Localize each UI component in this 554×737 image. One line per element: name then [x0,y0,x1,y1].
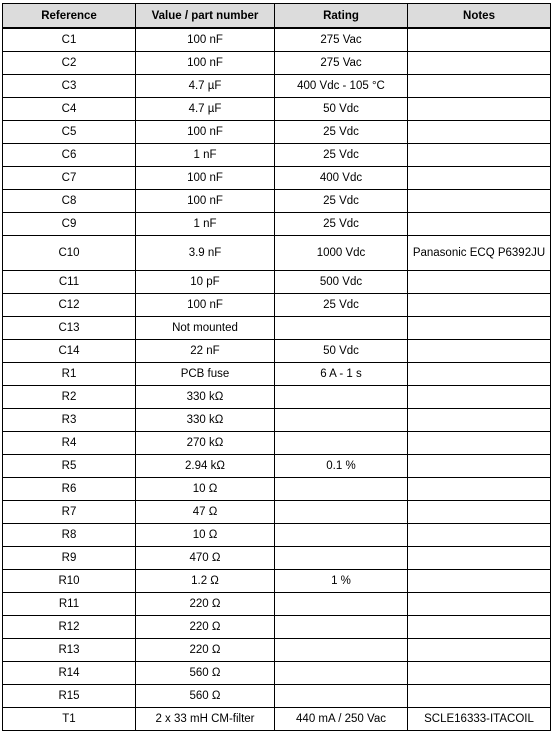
cell-value: 10 Ω [136,478,275,501]
cell-notes [408,685,551,708]
cell-notes [408,98,551,121]
table-row [3,501,551,524]
table-row [3,478,551,501]
cell-rating: 440 mA / 250 Vac [275,708,408,731]
cell-notes: Panasonic ECQ P6392JU [408,236,551,271]
table-row [3,708,551,731]
cell-reference: C5 [3,121,136,144]
cell-rating: 25 Vdc [275,190,408,213]
cell-rating: 50 Vdc [275,98,408,121]
cell-rating [275,639,408,662]
cell-rating [275,685,408,708]
cell-notes [408,121,551,144]
cell-notes [408,363,551,386]
cell-reference: C8 [3,190,136,213]
cell-reference: R4 [3,432,136,455]
cell-rating [275,501,408,524]
bill-of-materials-table [2,3,551,731]
header-notes: Notes [408,4,551,29]
cell-rating [275,432,408,455]
table-row [3,386,551,409]
cell-rating [275,478,408,501]
table-row [3,294,551,317]
cell-reference: R5 [3,455,136,478]
cell-value: 100 nF [136,190,275,213]
cell-reference: C13 [3,317,136,340]
cell-value: 220 Ω [136,593,275,616]
cell-value: 100 nF [136,294,275,317]
cell-reference: R14 [3,662,136,685]
table-row [3,524,551,547]
header-row [3,4,551,29]
cell-rating: 1 % [275,570,408,593]
cell-value: 100 nF [136,121,275,144]
cell-value: 220 Ω [136,639,275,662]
cell-rating: 0.1 % [275,455,408,478]
table-row [3,52,551,75]
cell-reference: R8 [3,524,136,547]
cell-value: 10 pF [136,271,275,294]
cell-value: 330 kΩ [136,386,275,409]
cell-reference: R6 [3,478,136,501]
cell-reference: R15 [3,685,136,708]
table-header [3,4,551,29]
cell-reference: C9 [3,213,136,236]
cell-reference: R9 [3,547,136,570]
cell-rating: 500 Vdc [275,271,408,294]
header-value-part-number: Value / part number [136,4,275,29]
cell-notes: SCLE16333-ITACOIL [408,708,551,731]
cell-notes [408,386,551,409]
table-row [3,236,551,271]
cell-notes [408,409,551,432]
cell-value: 2 x 33 mH CM-filter [136,708,275,731]
table-row [3,144,551,167]
table-row [3,317,551,340]
cell-notes [408,432,551,455]
cell-notes [408,167,551,190]
table-row [3,75,551,98]
cell-value: 100 nF [136,28,275,52]
cell-rating [275,524,408,547]
cell-value: 220 Ω [136,616,275,639]
cell-value: 560 Ω [136,662,275,685]
table-row [3,409,551,432]
cell-reference: R2 [3,386,136,409]
header-rating: Rating [275,4,408,29]
table-row [3,167,551,190]
cell-rating: 25 Vdc [275,213,408,236]
cell-notes [408,570,551,593]
cell-notes [408,616,551,639]
cell-reference: R10 [3,570,136,593]
cell-rating: 25 Vdc [275,294,408,317]
cell-reference: R3 [3,409,136,432]
cell-value: 100 nF [136,167,275,190]
cell-rating [275,317,408,340]
table-row [3,616,551,639]
table-row [3,662,551,685]
cell-notes [408,662,551,685]
cell-value: 1.2 Ω [136,570,275,593]
cell-reference: R12 [3,616,136,639]
table-row [3,593,551,616]
table-row [3,271,551,294]
cell-rating [275,662,408,685]
cell-notes [408,547,551,570]
cell-value: 22 nF [136,340,275,363]
cell-notes [408,52,551,75]
cell-reference: C7 [3,167,136,190]
cell-value: 560 Ω [136,685,275,708]
cell-reference: C12 [3,294,136,317]
cell-notes [408,75,551,98]
cell-rating: 1000 Vdc [275,236,408,271]
cell-notes [408,593,551,616]
cell-notes [408,639,551,662]
cell-reference: C4 [3,98,136,121]
cell-rating [275,547,408,570]
cell-rating: 400 Vdc - 105 °C [275,75,408,98]
table-row [3,639,551,662]
cell-value: 1 nF [136,144,275,167]
table-row [3,98,551,121]
cell-rating: 6 A - 1 s [275,363,408,386]
cell-notes [408,317,551,340]
table-row [3,685,551,708]
cell-notes [408,524,551,547]
cell-rating: 25 Vdc [275,121,408,144]
cell-reference: C3 [3,75,136,98]
cell-notes [408,190,551,213]
cell-reference: R13 [3,639,136,662]
cell-notes [408,271,551,294]
table-row [3,340,551,363]
table-row [3,570,551,593]
cell-notes [408,455,551,478]
cell-reference: C10 [3,236,136,271]
table-row [3,213,551,236]
cell-value: 100 nF [136,52,275,75]
table-row [3,547,551,570]
cell-value: 470 Ω [136,547,275,570]
cell-reference: R7 [3,501,136,524]
cell-reference: C2 [3,52,136,75]
cell-rating [275,593,408,616]
cell-value: 1 nF [136,213,275,236]
cell-rating: 400 Vdc [275,167,408,190]
table-row [3,28,551,52]
cell-rating [275,386,408,409]
cell-reference: R11 [3,593,136,616]
cell-reference: C11 [3,271,136,294]
cell-value: 330 kΩ [136,409,275,432]
cell-notes [408,144,551,167]
cell-reference: R1 [3,363,136,386]
bom-table-container [2,3,551,731]
cell-rating: 50 Vdc [275,340,408,363]
cell-rating: 25 Vdc [275,144,408,167]
cell-value: 3.9 nF [136,236,275,271]
cell-reference: C1 [3,28,136,52]
cell-rating [275,616,408,639]
cell-value: 10 Ω [136,524,275,547]
cell-value: 2.94 kΩ [136,455,275,478]
cell-value: 47 Ω [136,501,275,524]
cell-value: 4.7 µF [136,75,275,98]
cell-reference: C14 [3,340,136,363]
cell-value: 270 kΩ [136,432,275,455]
cell-notes [408,340,551,363]
table-row [3,121,551,144]
cell-notes [408,501,551,524]
cell-notes [408,213,551,236]
cell-rating [275,409,408,432]
table-row [3,455,551,478]
cell-notes [408,28,551,52]
cell-notes [408,294,551,317]
cell-value: PCB fuse [136,363,275,386]
cell-value: 4.7 µF [136,98,275,121]
table-row [3,432,551,455]
cell-notes [408,478,551,501]
cell-rating: 275 Vac [275,52,408,75]
header-reference: Reference [3,4,136,29]
table-body [3,28,551,731]
cell-reference: C6 [3,144,136,167]
cell-value: Not mounted [136,317,275,340]
cell-reference: T1 [3,708,136,731]
cell-rating: 275 Vac [275,28,408,52]
table-row [3,363,551,386]
table-row [3,190,551,213]
